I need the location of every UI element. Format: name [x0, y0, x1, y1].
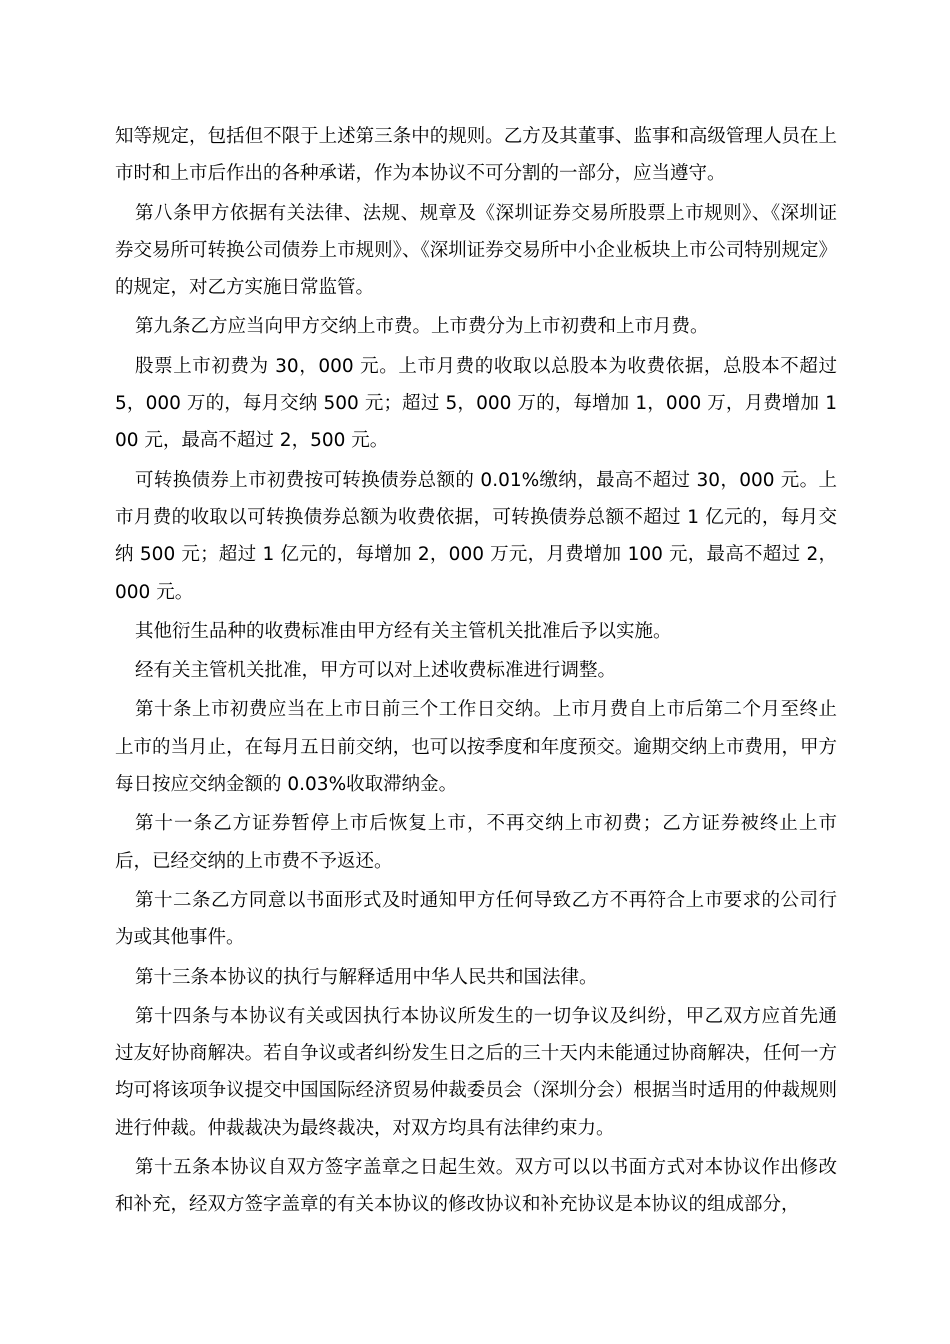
paragraph-article-14: 第十四条与本协议有关或因执行本协议所发生的一切争议及纠纷，甲乙双方应首先通过友好协商解决。若自争议或者纠纷发生日之后的三十天内未能通过协商解决，任何一方均可将该项争议提交中国国际经济贸易仲裁委员会（深圳分会）根据当时适用的仲裁规则进行仲裁。仲裁裁决为最终裁决，对双方均具有法律约束力。	[115, 1005, 837, 1139]
paragraph-convertible-bond-fee: 可转换债券上市初费按可转换债券总额的 0.01%缴纳，最高不超过 30，000 元。上市月费的收取以可转换债券总额为收费依据，可转换债券总额不超过 1 亿元的，每月交纳 500 元；超过 1 亿元的，每增加 2，000 万元，月费增加 100 元，最高不超过 2，000 元。	[115, 469, 837, 603]
paragraph-article-9: 第九条乙方应当向甲方交纳上市费。上市费分为上市初费和上市月费。	[135, 316, 709, 338]
paragraph-article-8: 第八条甲方依据有关法律、法规、规章及《深圳证券交易所股票上市规则》、《深圳证券交易所可转换公司债券上市规则》、《深圳证券交易所中小企业板块上市公司特别规定》的规定，对乙方实施日常监管。	[115, 202, 837, 299]
paragraph-continuation: 知等规定，包括但不限于上述第三条中的规则。乙方及其董事、监事和高级管理人员在上市时和上市后作出的各种承诺，作为本协议不可分割的一部分，应当遵守。	[115, 126, 837, 185]
paragraph-article-12: 第十二条乙方同意以书面形式及时通知甲方任何导致乙方不再符合上市要求的公司行为或其他事件。	[115, 889, 837, 949]
paragraph-derivatives-fee: 其他衍生品种的收费标准由甲方经有关主管机关批准后予以实施。	[135, 620, 672, 642]
paragraph-fee-adjustment: 经有关主管机关批准，甲方可以对上述收费标准进行调整。	[135, 660, 617, 682]
document-page	[115, 118, 837, 1226]
paragraph-article-10: 第十条上市初费应当在上市日前三个工作日交纳。上市月费自上市后第二个月至终止上市的当月止，在每月五日前交纳，也可以按季度和年度预交。逾期交纳上市费用，甲方每日按应交纳金额的 0.03%收取滞纳金。	[115, 699, 837, 796]
paragraph-stock-listing-fee: 股票上市初费为 30，000 元。上市月费的收取以总股本为收费依据，总股本不超过 5，000 万的，每月交纳 500 元；超过 5，000 万的，每增加 1，000 万，月费增加 100 元，最高不超过 2，500 元。	[115, 355, 837, 452]
paragraph-article-13: 第十三条本协议的执行与解释适用中华人民共和国法律。	[135, 966, 598, 988]
paragraph-article-15: 第十五条本协议自双方签字盖章之日起生效。双方可以以书面方式对本协议作出修改和补充，经双方签字盖章的有关本协议的修改协议和补充协议是本协议的组成部分，	[115, 1157, 837, 1216]
paragraph-article-11: 第十一条乙方证券暂停上市后恢复上市，不再交纳上市初费；乙方证券被终止上市后，已经交纳的上市费不予返还。	[115, 813, 837, 872]
